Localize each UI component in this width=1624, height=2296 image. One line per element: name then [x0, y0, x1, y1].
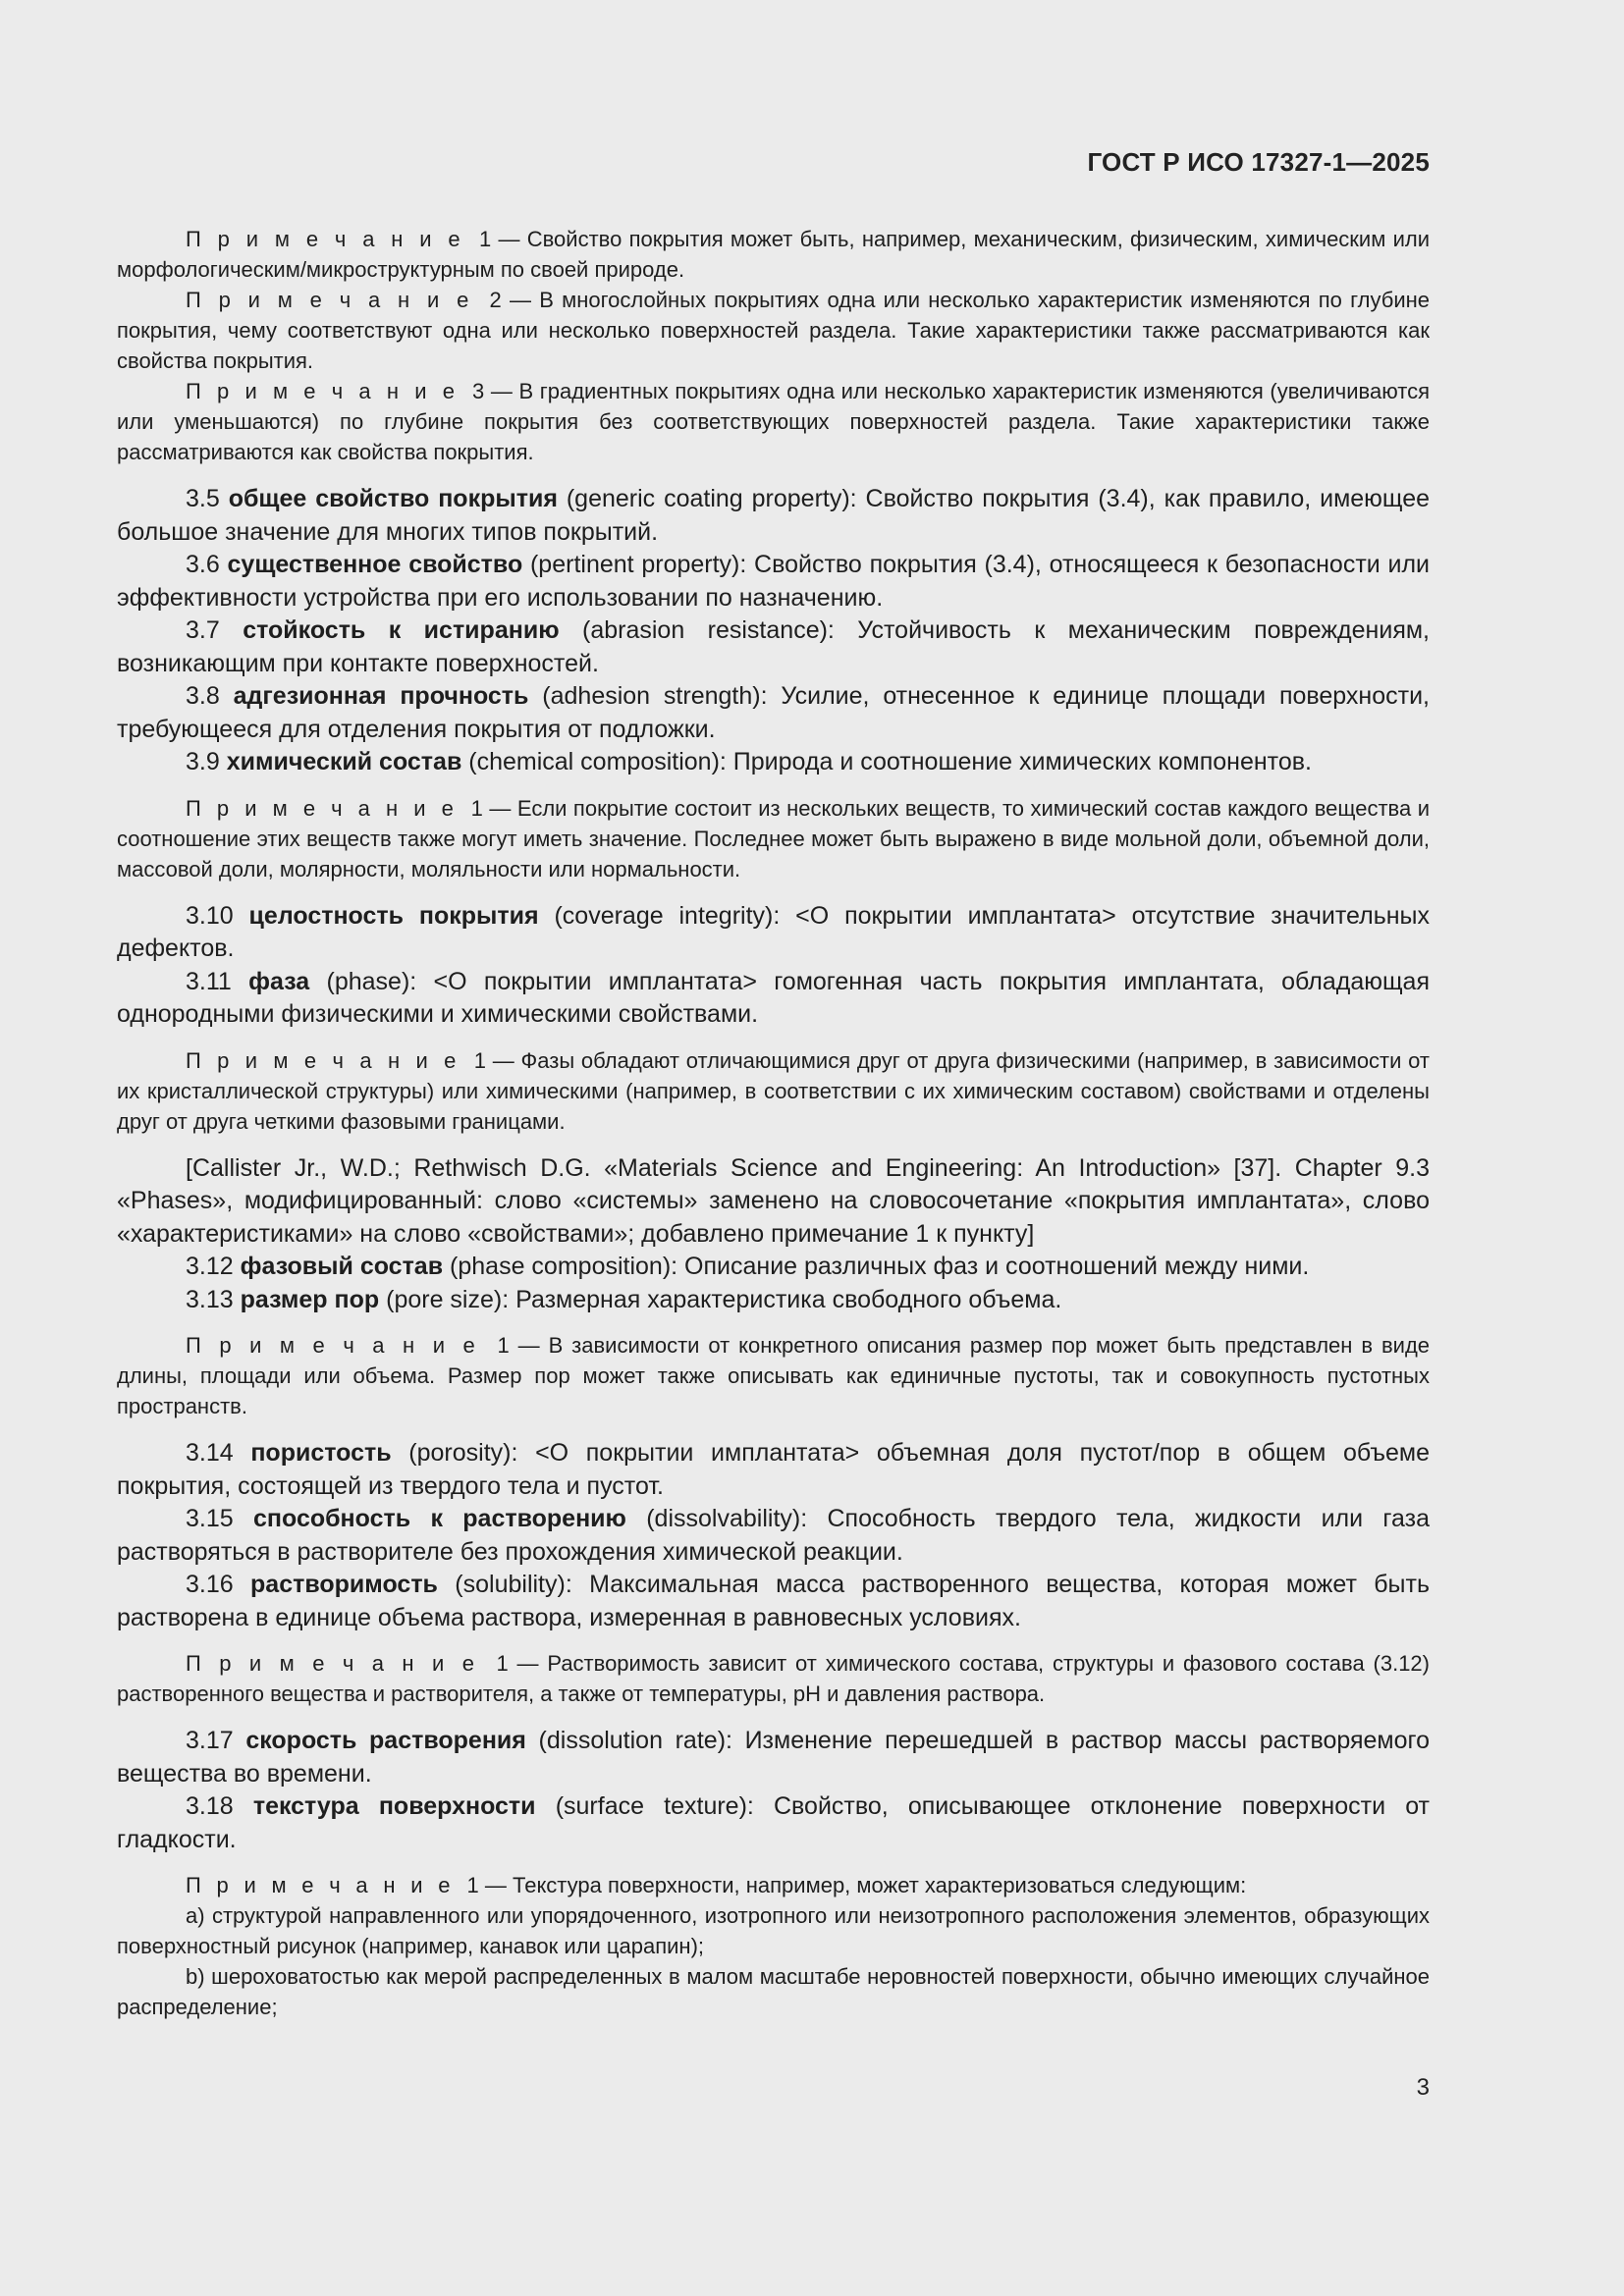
note-number: 1	[496, 1651, 509, 1676]
term-definition	[117, 1725, 1430, 1790]
term-definition	[117, 966, 1430, 1032]
term-definition	[117, 614, 1430, 680]
note-number: 1	[473, 1047, 486, 1073]
note-number: 1	[478, 227, 492, 251]
spacer	[117, 1032, 1430, 1045]
note-item-text: b) шероховатостью как мерой распределенных в малом масштабе неровностей поверхности, обычно имеющих случайное распределение;	[117, 1964, 1430, 2019]
term-definition	[117, 680, 1430, 746]
term-definition	[117, 900, 1430, 966]
note-item-text: a) структурой направленного или упорядоченного, изотропного или неизотропного расположения элементов, образующих поверхностный рисунок (например, канавок или царапин);	[117, 1903, 1430, 1958]
note-paragraph: П р и м е ч а н и е 1 — Если покрытие состоит из нескольких веществ, то химический состав каждого вещества и соотношение этих веществ также могут иметь значение. Последнее может быть выражено в виде мольной доли, объемной доли, массовой доли, молярности, моляльности или нормальности.	[117, 795, 1431, 881]
source-reference	[117, 1152, 1430, 1252]
spacer	[117, 1421, 1430, 1437]
term-definition	[117, 1284, 1430, 1317]
note-paragraph: П р и м е ч а н и е 1 — В зависимости от конкретного описания размер пор может быть представлен в виде длины, площади или объема. Размер пор может также описывать как единичные пустоты, так и совокупность пустотных пространств.	[117, 1333, 1431, 1418]
note-label: П р и м е ч а н и е	[186, 1651, 479, 1676]
term-number: 3.7	[186, 616, 220, 644]
term-text: (surface texture): Свойство, описывающее отклонение поверхности от гладкости.	[117, 1792, 1431, 1853]
term-name: химический состав	[226, 748, 462, 775]
note-label: П р и м е ч а н и е	[186, 795, 459, 821]
note-text: Растворимость зависит от химического состава, структуры и фазового состава (3.12) растворенного вещества и растворителя, а также от температуры, pH и давления раствора.	[117, 1651, 1430, 1706]
term-number: 3.16	[186, 1571, 234, 1598]
term-text: (phase composition): Описание различных фаз и соотношений между ними.	[450, 1253, 1310, 1280]
term-name: существенное свойство	[227, 551, 523, 578]
note-paragraph: П р и м е ч а н и е 1 — Фазы обладают отличающимися друг от друга физическими (например, в зависимости от их кристаллической структуры) или химическими (например, в соответствии с их химическим составом) свойствами и отделены друг от друга четкими фазовыми границами.	[117, 1047, 1431, 1134]
spacer	[117, 1856, 1430, 1870]
note-paragraph: П р и м е ч а н и е 1 — Растворимость зависит от химического состава, структуры и фазового состава (3.12) растворенного вещества и растворителя, а также от температуры, pH и давления раствора.	[117, 1651, 1430, 1706]
term-text: (abrasion resistance): Устойчивость к механическим повреждениям, возникающим при контакте поверхностей.	[117, 616, 1430, 677]
note-number: 2	[489, 288, 502, 312]
term-name: общее свойство покрытия	[228, 485, 558, 512]
note-text: В градиентных покрытиях одна или несколько характеристик изменяются (увеличиваются или уменьшаются) по глубине покрытия без соответствующих поверхностей раздела. Такие характеристики также рассматриваются как свойства покрытия.	[117, 379, 1430, 464]
spacer	[117, 1634, 1430, 1648]
term-name: способность к растворению	[253, 1505, 626, 1532]
term-text: (solubility): Максимальная масса растворенного вещества, которая может быть растворена в единице объема раствора, измеренная в равновесных условиях.	[117, 1571, 1431, 1631]
term-text: (pore size): Размерная характеристика свободного объема.	[386, 1285, 1062, 1313]
term-text: (coverage integrity): <О покрытии имплантата> отсутствие значительных дефектов.	[117, 901, 1431, 962]
term-definition	[117, 483, 1430, 549]
note-paragraph: П р и м е ч а н и е 2 — В многослойных покрытиях одна или несколько характеристик изменяются по глубине покрытия, чему соответствуют одна или несколько поверхностей раздела. Такие характеристики также рассматриваются как свойства покрытия.	[117, 288, 1431, 373]
note-label: П р и м е ч а н и е	[186, 1333, 480, 1358]
term-name: размер пор	[240, 1285, 380, 1313]
spacer	[117, 467, 1430, 483]
note-text: В многослойных покрытиях одна или несколько характеристик изменяются по глубине покрытия, чему соответствуют одна или несколько поверхностей раздела. Такие характеристики также рассматриваются как свойства покрытия.	[117, 288, 1431, 373]
term-number: 3.17	[186, 1727, 234, 1754]
term-text: (dissolvability): Способность твердого тела, жидкости или газа растворяться в растворителе без прохождения химической реакции.	[117, 1505, 1430, 1566]
note-number: 1	[470, 795, 483, 821]
term-definition	[117, 1437, 1430, 1503]
term-text: (phase): <О покрытии имплантата> гомогенная часть покрытия имплантата, обладающая однородными физическими и химическими свойствами.	[117, 967, 1430, 1028]
term-name: адгезионная прочность	[233, 682, 529, 710]
term-number: 3.6	[186, 551, 220, 578]
term-number: 3.13	[186, 1285, 234, 1313]
note-text: Фазы обладают отличающимися друг от друга физическими (например, в зависимости от их кристаллической структуры) или химическими (например, в соответствии с их химическим составом) свойствами и отделены друг от друга четкими фазовыми границами.	[117, 1047, 1431, 1134]
note-paragraph: П р и м е ч а н и е 3 — В градиентных покрытиях одна или несколько характеристик изменяются (увеличиваются или уменьшаются) по глубине покрытия без соответствующих поверхностей раздела. Такие характеристики также рассматриваются как свойства покрытия.	[117, 379, 1430, 464]
standard-designation: ГОСТ Р ИСО 17327-1—2025	[1087, 147, 1430, 177]
spacer	[117, 884, 1430, 900]
term-text: (dissolution rate): Изменение перешедшей в раствор массы растворяемого вещества во времени.	[117, 1727, 1431, 1788]
spacer	[117, 1316, 1430, 1330]
note-label: П р и м е ч а н и е	[186, 379, 460, 403]
note-paragraph: П р и м е ч а н и е 1 — Свойство покрытия может быть, например, механическим, физическим, химическим или морфологическим/микроструктурным по своей природе.	[117, 227, 1431, 282]
note-text: Текстура поверхности, например, может характеризоваться следующим:	[513, 1873, 1247, 1897]
spacer	[117, 779, 1430, 793]
note-paragraph: П р и м е ч а н и е 1 — Текстура поверхности, например, может характеризоваться следующим:	[186, 1873, 1247, 1897]
term-number: 3.14	[186, 1439, 234, 1467]
note-number: 1	[466, 1873, 479, 1897]
term-name: скорость растворения	[245, 1727, 526, 1754]
term-number: 3.12	[186, 1253, 234, 1280]
term-text: (pertinent property): Свойство покрытия (3.4), относящееся к безопасности или эффективности устройства при его использовании по назначению.	[117, 551, 1430, 612]
note-number: 1	[497, 1333, 510, 1358]
term-name: текстура поверхности	[252, 1792, 536, 1820]
term-text: (adhesion strength): Усилие, отнесенное к единице площади поверхности, требующееся для отделения покрытия от подложки.	[117, 682, 1430, 743]
term-definition	[117, 746, 1430, 779]
term-name: растворимость	[250, 1571, 438, 1598]
term-name: стойкость к истиранию	[243, 616, 560, 644]
term-name: фаза	[248, 967, 310, 995]
term-definition	[117, 1569, 1430, 1634]
term-number: 3.9	[186, 748, 220, 775]
term-definition	[117, 1251, 1430, 1284]
note-label: П р и м е ч а н и е	[186, 288, 474, 312]
note-text: Свойство покрытия может быть, например, механическим, физическим, химическим или морфологическим/микроструктурным по своей природе.	[117, 227, 1431, 282]
term-name: целостность покрытия	[248, 901, 539, 930]
term-definition	[117, 549, 1430, 614]
term-number: 3.5	[186, 485, 220, 512]
note-text: Если покрытие состоит из нескольких веществ, то химический состав каждого вещества и соотношение этих веществ также могут иметь значение. Последнее может быть выражено в виде мольной доли, объемной доли, массовой доли, молярности, моляльности или нормальности.	[117, 795, 1431, 881]
note-label: П р и м е ч а н и е	[186, 1047, 461, 1073]
source-text: [Callister Jr., W.D.; Rethwisch D.G. «Materials Science and Engineering: An Introduction» [37]. Chapter 9.3 «Phases», модифицированный: слово «системы» заменено на словосочетание «покрытия имплантата», слово «характеристиками» на слово «свойствами»; добавлено примечание 1 к пункту]	[117, 1153, 1430, 1248]
spacer	[117, 1709, 1430, 1725]
term-text: (porosity): <О покрытии имплантата> объемная доля пустот/пор в общем объеме покрытия, состоящей из твердого тела и пустот.	[117, 1439, 1430, 1500]
term-definition	[117, 1790, 1430, 1856]
note-label: П р и м е ч а н и е	[186, 1873, 456, 1897]
page-content	[117, 224, 1430, 2022]
term-number: 3.11	[186, 967, 232, 995]
note-number: 3	[471, 379, 485, 403]
term-text: (generic coating property): Свойство покрытия (3.4), как правило, имеющее большое значение для многих типов покрытий.	[117, 485, 1431, 546]
spacer	[117, 1137, 1430, 1152]
term-number: 3.18	[186, 1792, 234, 1820]
term-number: 3.10	[186, 901, 234, 930]
note-text: В зависимости от конкретного описания размер пор может быть представлен в виде длины, площади или объема. Размер пор может также описывать как единичные пустоты, так и совокупность пустотных пространств.	[117, 1333, 1431, 1418]
term-text: (chemical composition): Природа и соотношение химических компонентов.	[468, 748, 1312, 775]
page-number: 3	[1416, 2074, 1430, 2101]
term-definition	[117, 1503, 1430, 1569]
term-number: 3.8	[186, 682, 220, 710]
note-list-item	[117, 1900, 1430, 1961]
term-name: пористость	[250, 1439, 392, 1467]
term-number: 3.15	[186, 1505, 234, 1532]
note-label: П р и м е ч а н и е	[186, 227, 465, 251]
term-name: фазовый состав	[240, 1253, 444, 1280]
note-list-item	[117, 1961, 1430, 2022]
